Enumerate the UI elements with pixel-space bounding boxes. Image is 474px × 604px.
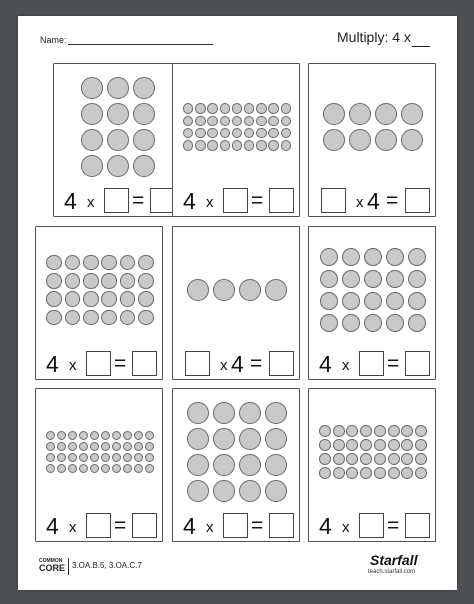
times-sign: x: [87, 194, 95, 211]
counter-dot: [364, 292, 383, 311]
counter-dot: [101, 431, 110, 440]
counter-dot: [138, 273, 154, 289]
equals-sign: =: [251, 514, 264, 537]
counter-dot: [401, 129, 423, 151]
counter-dot: [112, 442, 121, 451]
counter-dot: [123, 464, 132, 473]
counter-dot: [342, 270, 361, 289]
equation: [309, 349, 435, 379]
problem-card: [35, 388, 163, 542]
equation: [309, 511, 435, 541]
counter-dot: [213, 480, 235, 502]
counter-dot: [213, 428, 235, 450]
counter-dot: [364, 270, 383, 289]
counter-dot: [207, 103, 218, 114]
counter-dot: [244, 116, 255, 127]
counter-dot: [195, 140, 206, 151]
counter-dot: [46, 273, 62, 289]
counter-dot: [386, 270, 405, 289]
counter-dot: [408, 248, 427, 267]
counter-dot: [107, 103, 129, 125]
counter-dot: [57, 442, 66, 451]
counter-dot: [145, 431, 154, 440]
counter-dot: [134, 442, 143, 451]
counter-dot: [319, 425, 331, 437]
product-answer-box[interactable]: [405, 188, 430, 213]
counter-dot: [120, 291, 136, 307]
counter-dot: [107, 129, 129, 151]
counter-dot: [81, 155, 103, 177]
equals-sign: =: [114, 352, 127, 375]
counter-dot: [112, 431, 121, 440]
counter-dot: [112, 464, 121, 473]
counter-dot: [374, 439, 386, 451]
counter-dot: [333, 453, 345, 465]
counter-dot: [81, 129, 103, 151]
counter-dot: [323, 129, 345, 151]
counter-dot: [244, 128, 255, 139]
counter-dot: [388, 439, 400, 451]
counter-dot: [207, 140, 218, 151]
counter-dot: [346, 467, 358, 479]
counter-dot: [68, 442, 77, 451]
counter-dot: [374, 453, 386, 465]
counter-dot: [79, 453, 88, 462]
counter-dot: [65, 291, 81, 307]
counter-dot: [145, 442, 154, 451]
counter-dot: [239, 480, 261, 502]
counter-dot: [360, 467, 372, 479]
counter-dot: [256, 116, 267, 127]
counter-dot: [320, 270, 339, 289]
equals-sign: =: [387, 514, 400, 537]
counter-dot: [83, 310, 99, 326]
page-title: Multiply: 4 x: [337, 29, 411, 45]
counter-dot: [220, 140, 231, 151]
counter-dot: [388, 425, 400, 437]
counter-dot: [346, 453, 358, 465]
equation: [54, 186, 180, 216]
factor-number: 4: [64, 188, 77, 214]
counter-dot: [342, 314, 361, 333]
counter-dot: [388, 453, 400, 465]
factor-answer-box[interactable]: [359, 513, 384, 538]
product-answer-box[interactable]: [405, 513, 430, 538]
counter-dot: [83, 291, 99, 307]
problem-card: [35, 226, 163, 380]
equation: [173, 349, 299, 379]
problem-card: [172, 226, 300, 380]
counter-dot: [364, 314, 383, 333]
counter-dot: [268, 103, 279, 114]
counter-dot: [101, 453, 110, 462]
counter-dot: [195, 116, 206, 127]
counter-dot: [342, 292, 361, 311]
counter-dot: [120, 255, 136, 271]
counter-dot: [46, 442, 55, 451]
factor-number: 4: [46, 351, 59, 377]
counter-dot: [68, 464, 77, 473]
problem-card: [308, 388, 436, 542]
common-core-logo: COMMON CORE: [39, 558, 66, 573]
times-sign: x: [206, 519, 214, 536]
worksheet-page: [18, 16, 457, 590]
counter-dot: [415, 425, 427, 437]
counter-dot: [220, 103, 231, 114]
counter-dot: [333, 439, 345, 451]
counter-dot: [46, 310, 62, 326]
counter-dot: [268, 116, 279, 127]
counter-dot: [145, 464, 154, 473]
counter-dot: [79, 442, 88, 451]
counter-dot: [386, 292, 405, 311]
counter-dot: [187, 454, 209, 476]
counter-dot: [90, 442, 99, 451]
counter-dot: [83, 255, 99, 271]
counter-dot: [213, 454, 235, 476]
counter-dot: [183, 140, 194, 151]
counter-dot: [220, 116, 231, 127]
counter-dot: [138, 255, 154, 271]
times-sign: x: [342, 519, 350, 536]
counter-dot: [232, 140, 243, 151]
counter-dot: [320, 248, 339, 267]
counter-dot: [401, 467, 413, 479]
counter-dot: [265, 428, 287, 450]
times-sign: x: [69, 519, 77, 536]
counter-dot: [90, 453, 99, 462]
counter-dot: [232, 103, 243, 114]
counter-dot: [145, 453, 154, 462]
equation: [36, 349, 162, 379]
counter-dot: [401, 425, 413, 437]
counter-dot: [244, 140, 255, 151]
counter-dot: [349, 129, 371, 151]
equals-sign: =: [132, 189, 145, 212]
counter-dot: [195, 103, 206, 114]
counter-dot: [415, 467, 427, 479]
factor-number: 4: [231, 351, 244, 377]
equation: [173, 511, 299, 541]
counter-dot: [68, 431, 77, 440]
product-answer-box[interactable]: [269, 351, 294, 376]
counter-dot: [57, 453, 66, 462]
counter-dot: [319, 453, 331, 465]
factor-answer-box[interactable]: [321, 188, 346, 213]
counter-dot: [46, 291, 62, 307]
starfall-logo: Starfall: [370, 552, 418, 568]
counter-dot: [232, 128, 243, 139]
counter-dot: [187, 279, 209, 301]
counter-dot: [81, 103, 103, 125]
counter-dot: [83, 273, 99, 289]
counter-dot: [364, 248, 383, 267]
counter-dot: [65, 310, 81, 326]
counter-dot: [120, 310, 136, 326]
counter-dot: [346, 425, 358, 437]
counter-dot: [101, 291, 117, 307]
counter-dot: [123, 453, 132, 462]
factor-number: 4: [46, 513, 59, 539]
counter-dot: [401, 103, 423, 125]
counter-dot: [265, 279, 287, 301]
counter-dot: [112, 453, 121, 462]
counter-dot: [268, 140, 279, 151]
counter-dot: [232, 116, 243, 127]
counter-dot: [123, 442, 132, 451]
counter-dot: [333, 425, 345, 437]
counter-dot: [320, 292, 339, 311]
counter-dot: [57, 464, 66, 473]
counter-dot: [213, 402, 235, 424]
counter-dot: [134, 453, 143, 462]
counter-dot: [79, 431, 88, 440]
factor-answer-box[interactable]: [223, 513, 248, 538]
counter-dot: [239, 279, 261, 301]
times-sign: x: [356, 194, 364, 211]
counter-dot: [265, 480, 287, 502]
counter-dot: [101, 464, 110, 473]
factor-answer-box[interactable]: [223, 188, 248, 213]
counter-dot: [65, 273, 81, 289]
counter-dot: [265, 454, 287, 476]
equals-sign: =: [387, 352, 400, 375]
factor-number: 4: [319, 351, 332, 377]
counter-dot: [207, 116, 218, 127]
equals-sign: =: [250, 352, 263, 375]
counter-dot: [220, 128, 231, 139]
counter-dot: [375, 103, 397, 125]
counter-dot: [133, 103, 155, 125]
counter-dot: [195, 128, 206, 139]
equation: [173, 186, 299, 216]
counter-dot: [120, 273, 136, 289]
equals-sign: =: [114, 514, 127, 537]
counter-dot: [281, 128, 292, 139]
name-input-line[interactable]: [68, 44, 213, 45]
counter-dot: [342, 248, 361, 267]
times-sign: x: [69, 357, 77, 374]
counter-dot: [101, 273, 117, 289]
counter-dot: [360, 439, 372, 451]
counter-dot: [183, 103, 194, 114]
title-blank-line: [412, 46, 430, 47]
counter-dot: [133, 155, 155, 177]
counter-dot: [81, 77, 103, 99]
counter-dot: [256, 128, 267, 139]
counter-dot: [244, 103, 255, 114]
counter-dot: [386, 248, 405, 267]
counter-dot: [213, 279, 235, 301]
counter-dot: [65, 255, 81, 271]
factor-number: 4: [319, 513, 332, 539]
counter-dot: [239, 454, 261, 476]
counter-dot: [256, 103, 267, 114]
counter-dot: [408, 270, 427, 289]
counter-dot: [46, 464, 55, 473]
factor-answer-box[interactable]: [86, 351, 111, 376]
counter-dot: [408, 292, 427, 311]
times-sign: x: [342, 357, 350, 374]
factor-answer-box[interactable]: [86, 513, 111, 538]
product-answer-box[interactable]: [269, 188, 294, 213]
counter-dot: [415, 453, 427, 465]
counter-dot: [388, 467, 400, 479]
counter-dot: [239, 428, 261, 450]
counter-dot: [386, 314, 405, 333]
counter-dot: [134, 431, 143, 440]
problem-card: [308, 63, 436, 217]
counter-dot: [281, 103, 292, 114]
product-answer-box[interactable]: [132, 513, 157, 538]
counter-dot: [138, 291, 154, 307]
counter-dot: [281, 140, 292, 151]
counter-dot: [133, 77, 155, 99]
counter-dot: [320, 314, 339, 333]
factor-answer-box[interactable]: [185, 351, 210, 376]
counter-dot: [46, 453, 55, 462]
footer-divider: [68, 558, 69, 575]
product-answer-box[interactable]: [269, 513, 294, 538]
counter-dot: [349, 103, 371, 125]
counter-dot: [46, 431, 55, 440]
site-url: teach.starfall.com: [368, 569, 416, 575]
counter-dot: [333, 467, 345, 479]
factor-number: 4: [183, 188, 196, 214]
counter-dot: [265, 402, 287, 424]
counter-dot: [323, 103, 345, 125]
counter-dot: [187, 428, 209, 450]
counter-dot: [268, 128, 279, 139]
product-answer-box[interactable]: [405, 351, 430, 376]
counter-dot: [101, 442, 110, 451]
times-sign: x: [206, 194, 214, 211]
counter-dot: [256, 140, 267, 151]
counter-dot: [46, 255, 62, 271]
equation: [36, 511, 162, 541]
counter-dot: [183, 116, 194, 127]
equals-sign: =: [386, 189, 399, 212]
factor-answer-box[interactable]: [104, 188, 129, 213]
counter-dot: [107, 155, 129, 177]
counter-dot: [401, 439, 413, 451]
problem-card: [308, 226, 436, 380]
counter-dot: [360, 425, 372, 437]
counter-dot: [374, 467, 386, 479]
equation: [309, 186, 435, 216]
counter-dot: [375, 129, 397, 151]
counter-dot: [360, 453, 372, 465]
counter-dot: [138, 310, 154, 326]
counter-dot: [79, 464, 88, 473]
counter-dot: [107, 77, 129, 99]
counter-dot: [123, 431, 132, 440]
counter-dot: [134, 464, 143, 473]
counter-dot: [187, 402, 209, 424]
counter-dot: [319, 467, 331, 479]
counter-dot: [281, 116, 292, 127]
problem-card: [172, 388, 300, 542]
counter-dot: [415, 439, 427, 451]
counter-dot: [239, 402, 261, 424]
standards-text: 3.OA.B.5, 3.OA.C.7: [72, 561, 142, 570]
counter-dot: [90, 431, 99, 440]
counter-dot: [101, 255, 117, 271]
equals-sign: =: [251, 189, 264, 212]
counter-dot: [319, 439, 331, 451]
factor-number: 4: [367, 188, 380, 214]
counter-dot: [68, 453, 77, 462]
factor-answer-box[interactable]: [359, 351, 384, 376]
counter-dot: [187, 480, 209, 502]
times-sign: x: [220, 357, 228, 374]
problem-card: [172, 63, 300, 217]
counter-dot: [90, 464, 99, 473]
counter-dot: [401, 453, 413, 465]
name-label: Name:: [40, 35, 67, 45]
counter-dot: [101, 310, 117, 326]
counter-dot: [346, 439, 358, 451]
counter-dot: [133, 129, 155, 151]
counter-dot: [183, 128, 194, 139]
product-answer-box[interactable]: [132, 351, 157, 376]
counter-dot: [408, 314, 427, 333]
counter-dot: [207, 128, 218, 139]
factor-number: 4: [183, 513, 196, 539]
counter-dot: [57, 431, 66, 440]
counter-dot: [374, 425, 386, 437]
problem-card: [53, 63, 181, 217]
